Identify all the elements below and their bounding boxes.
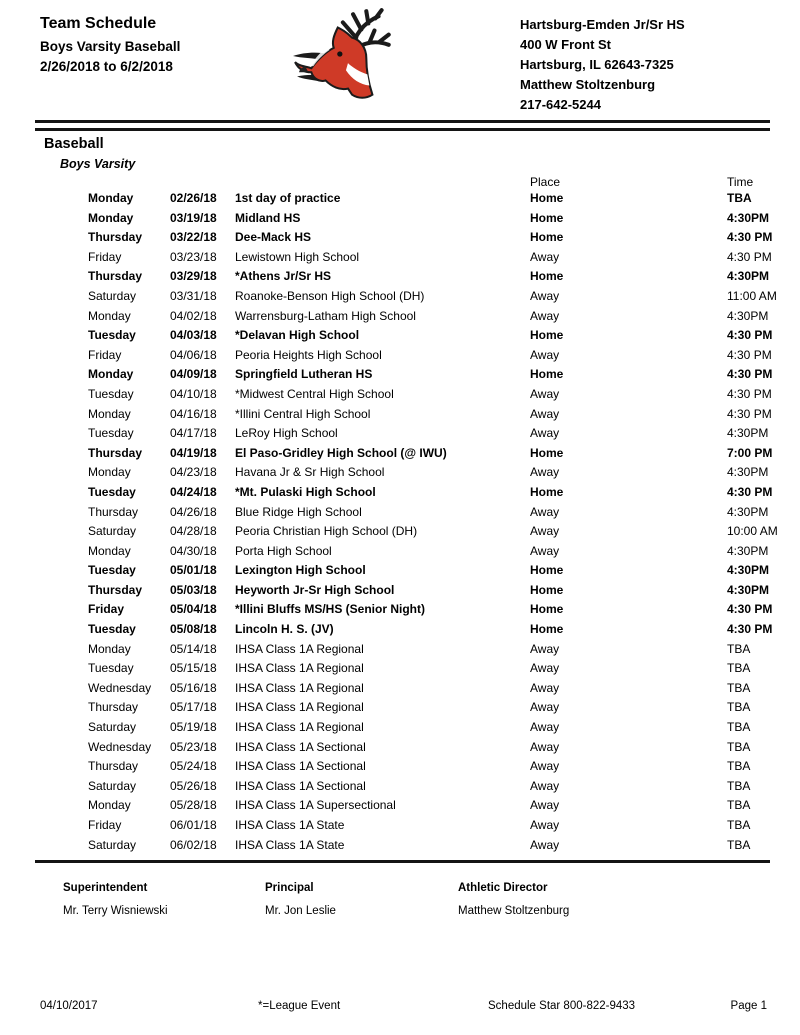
date-cell: 05/23/18 bbox=[170, 739, 217, 754]
date-cell: 05/28/18 bbox=[170, 798, 217, 813]
day-cell: Thursday bbox=[88, 504, 139, 519]
place-cell: Away bbox=[530, 406, 560, 421]
table-row bbox=[88, 228, 793, 248]
date-cell: 04/16/18 bbox=[170, 406, 217, 421]
table-row bbox=[88, 424, 793, 444]
date-cell: 04/06/18 bbox=[170, 347, 217, 362]
time-header: Time bbox=[727, 175, 754, 189]
place-cell: Away bbox=[530, 426, 560, 441]
date-cell: 06/02/18 bbox=[170, 837, 217, 852]
event-cell: Dee-Mack HS bbox=[235, 230, 312, 245]
table-row bbox=[88, 287, 793, 307]
event-cell: *Illini Central High School bbox=[235, 406, 371, 421]
date-cell: 03/23/18 bbox=[170, 249, 217, 264]
event-cell: Lexington High School bbox=[235, 563, 366, 578]
header-divider bbox=[35, 120, 770, 131]
official-athletic-director bbox=[458, 882, 569, 917]
place-cell: Away bbox=[530, 347, 560, 362]
table-row bbox=[88, 542, 793, 562]
time-cell: 4:30PM bbox=[727, 543, 769, 558]
table-row bbox=[88, 561, 793, 581]
school-contact-name: Matthew Stoltzenburg bbox=[520, 77, 656, 92]
time-cell: 4:30 PM bbox=[727, 230, 773, 245]
date-cell: 03/29/18 bbox=[170, 269, 217, 284]
event-cell: Peoria Heights High School bbox=[235, 347, 382, 362]
stag-mascot-icon bbox=[293, 8, 405, 104]
day-header bbox=[88, 175, 170, 189]
header-left bbox=[40, 14, 180, 76]
place-cell: Home bbox=[530, 445, 564, 460]
place-cell: Away bbox=[530, 308, 560, 323]
place-cell: Away bbox=[530, 837, 560, 852]
date-cell: 04/17/18 bbox=[170, 426, 217, 441]
table-row bbox=[88, 698, 793, 718]
event-cell: Springfield Lutheran HS bbox=[235, 367, 373, 382]
table-row bbox=[88, 640, 793, 660]
sport-heading: Baseball bbox=[44, 136, 104, 152]
event-cell: IHSA Class 1A Regional bbox=[235, 720, 364, 735]
official-title: Athletic Director bbox=[458, 882, 548, 894]
place-cell: Home bbox=[530, 367, 564, 382]
table-bottom-divider bbox=[35, 860, 770, 863]
table-row bbox=[88, 463, 793, 483]
table-row bbox=[88, 600, 793, 620]
event-cell: Porta High School bbox=[235, 543, 332, 558]
day-cell: Tuesday bbox=[88, 563, 136, 578]
school-name: Hartsburg-Emden Jr/Sr HS bbox=[520, 17, 685, 32]
table-row bbox=[88, 503, 793, 523]
day-cell: Saturday bbox=[88, 837, 137, 852]
date-cell: 05/19/18 bbox=[170, 720, 217, 735]
place-cell: Home bbox=[530, 582, 564, 597]
date-cell: 04/10/18 bbox=[170, 386, 217, 401]
event-cell: *Athens Jr/Sr HS bbox=[235, 269, 332, 284]
official-name: Mr. Terry Wisniewski bbox=[63, 905, 168, 917]
date-cell: 05/03/18 bbox=[170, 582, 217, 597]
place-cell: Home bbox=[530, 210, 564, 225]
time-cell: 11:00 AM bbox=[727, 288, 777, 303]
table-row bbox=[88, 385, 793, 405]
place-cell: Home bbox=[530, 602, 564, 617]
event-cell: 1st day of practice bbox=[235, 191, 341, 205]
event-cell: IHSA Class 1A Sectional bbox=[235, 778, 366, 793]
day-cell: Monday bbox=[88, 308, 131, 323]
time-cell: 4:30PM bbox=[727, 563, 770, 578]
date-cell: 04/09/18 bbox=[170, 367, 217, 382]
event-cell: Roanoke-Benson High School (DH) bbox=[235, 288, 425, 303]
place-cell: Home bbox=[530, 563, 564, 578]
time-cell: 4:30PM bbox=[727, 269, 770, 284]
place-header: Place bbox=[530, 175, 561, 189]
time-cell: 4:30 PM bbox=[727, 347, 772, 362]
time-cell: TBA bbox=[727, 641, 751, 656]
date-cell: 05/08/18 bbox=[170, 622, 217, 637]
official-title: Superintendent bbox=[63, 882, 148, 894]
event-cell: Blue Ridge High School bbox=[235, 504, 362, 519]
place-cell: Home bbox=[530, 328, 564, 343]
place-cell: Away bbox=[530, 818, 560, 832]
date-cell: 05/01/18 bbox=[170, 563, 217, 578]
day-cell: Thursday bbox=[88, 230, 143, 245]
date-cell: 02/26/18 bbox=[170, 191, 217, 205]
day-cell: Wednesday bbox=[88, 680, 152, 695]
date-cell: 04/03/18 bbox=[170, 328, 217, 343]
event-cell: El Paso-Gridley High School (@ IWU) bbox=[235, 445, 447, 460]
time-cell: TBA bbox=[727, 818, 751, 832]
day-cell: Tuesday bbox=[88, 328, 136, 343]
school-phone: 217-642-5244 bbox=[520, 97, 601, 112]
day-cell: Monday bbox=[88, 406, 131, 421]
event-cell: Heyworth Jr-Sr High School bbox=[235, 582, 395, 597]
table-row bbox=[88, 248, 793, 268]
date-range: 2/26/2018 to 6/2/2018 bbox=[40, 59, 173, 74]
time-cell: TBA bbox=[727, 680, 751, 695]
day-cell: Thursday bbox=[88, 269, 143, 284]
place-cell: Away bbox=[530, 778, 560, 793]
day-cell: Friday bbox=[88, 249, 122, 264]
day-cell: Monday bbox=[88, 367, 134, 382]
place-cell: Home bbox=[530, 191, 564, 205]
table-row bbox=[88, 620, 793, 640]
event-cell: *Delavan High School bbox=[235, 328, 360, 343]
place-cell: Away bbox=[530, 386, 560, 401]
event-cell: *Mt. Pulaski High School bbox=[235, 484, 376, 499]
table-row bbox=[88, 738, 793, 758]
time-cell: 4:30 PM bbox=[727, 622, 773, 637]
date-cell: 04/02/18 bbox=[170, 308, 217, 323]
day-cell: Monday bbox=[88, 191, 134, 205]
date-cell: 04/23/18 bbox=[170, 465, 217, 480]
table-row bbox=[88, 777, 793, 797]
table-row bbox=[88, 659, 793, 679]
time-cell: 4:30 PM bbox=[727, 249, 772, 264]
day-cell: Monday bbox=[88, 543, 131, 558]
time-cell: TBA bbox=[727, 837, 751, 852]
place-cell: Away bbox=[530, 759, 560, 774]
day-cell: Monday bbox=[88, 641, 131, 656]
page-number: Page 1 bbox=[730, 1000, 767, 1012]
day-cell: Monday bbox=[88, 210, 134, 225]
date-cell: 03/19/18 bbox=[170, 210, 217, 225]
place-cell: Away bbox=[530, 524, 560, 539]
table-row bbox=[88, 836, 793, 856]
event-cell: Warrensburg-Latham High School bbox=[235, 308, 416, 323]
time-cell: 4:30 PM bbox=[727, 484, 773, 499]
vendor-info: Schedule Star 800-822-9433 bbox=[488, 1000, 636, 1012]
place-cell: Away bbox=[530, 739, 560, 754]
time-cell: 4:30PM bbox=[727, 426, 769, 441]
official-name: Mr. Jon Leslie bbox=[265, 905, 336, 917]
time-cell: TBA bbox=[727, 700, 751, 715]
table-row bbox=[88, 346, 793, 366]
time-cell: 4:30PM bbox=[727, 465, 769, 480]
table-row bbox=[88, 757, 793, 777]
table-row bbox=[88, 307, 793, 327]
day-cell: Saturday bbox=[88, 524, 137, 539]
time-cell: 4:30PM bbox=[727, 308, 769, 323]
day-cell: Monday bbox=[88, 465, 131, 480]
day-cell: Thursday bbox=[88, 759, 139, 774]
table-row bbox=[88, 209, 793, 229]
official-name: Matthew Stoltzenburg bbox=[458, 905, 570, 917]
date-cell: 05/16/18 bbox=[170, 680, 217, 695]
table-row bbox=[88, 326, 793, 346]
print-date: 04/10/2017 bbox=[40, 1000, 98, 1012]
place-cell: Away bbox=[530, 465, 560, 480]
time-cell: TBA bbox=[727, 661, 751, 676]
place-cell: Away bbox=[530, 288, 560, 303]
time-cell: 4:30 PM bbox=[727, 386, 772, 401]
date-cell: 04/28/18 bbox=[170, 524, 217, 539]
day-cell: Thursday bbox=[88, 582, 143, 597]
official-principal bbox=[265, 882, 458, 917]
day-cell: Friday bbox=[88, 602, 125, 617]
day-cell: Tuesday bbox=[88, 661, 134, 676]
event-cell: Havana Jr & Sr High School bbox=[235, 465, 385, 480]
time-cell: TBA bbox=[727, 739, 751, 754]
date-cell: 04/24/18 bbox=[170, 484, 217, 499]
event-cell: IHSA Class 1A Sectional bbox=[235, 759, 366, 774]
date-cell: 03/22/18 bbox=[170, 230, 217, 245]
place-cell: Away bbox=[530, 543, 560, 558]
time-cell: 4:30 PM bbox=[727, 367, 773, 382]
table-row bbox=[88, 444, 793, 464]
day-cell: Friday bbox=[88, 347, 122, 362]
time-cell: 4:30 PM bbox=[727, 602, 773, 617]
place-cell: Home bbox=[530, 484, 564, 499]
place-cell: Away bbox=[530, 661, 560, 676]
date-cell: 05/26/18 bbox=[170, 778, 217, 793]
time-cell: TBA bbox=[727, 720, 751, 735]
time-cell: 4:30 PM bbox=[727, 328, 773, 343]
event-cell: IHSA Class 1A Supersectional bbox=[235, 798, 396, 813]
day-cell: Friday bbox=[88, 818, 122, 832]
event-cell: LeRoy High School bbox=[235, 426, 338, 441]
league-event-legend: *=League Event bbox=[258, 1000, 341, 1012]
day-cell: Saturday bbox=[88, 288, 137, 303]
date-cell: 05/14/18 bbox=[170, 641, 217, 656]
day-cell: Thursday bbox=[88, 445, 143, 460]
day-cell: Saturday bbox=[88, 778, 137, 793]
official-superintendent bbox=[63, 882, 265, 917]
event-cell: Peoria Christian High School (DH) bbox=[235, 524, 418, 539]
level-heading: Boys Varsity bbox=[60, 157, 136, 171]
page-title: Team Schedule bbox=[40, 15, 157, 32]
schedule-table bbox=[88, 175, 793, 855]
day-cell: Tuesday bbox=[88, 484, 136, 499]
event-cell: *Midwest Central High School bbox=[235, 386, 394, 401]
team-subtitle: Boys Varsity Baseball bbox=[40, 39, 181, 54]
place-cell: Away bbox=[530, 641, 560, 656]
table-row bbox=[88, 816, 793, 836]
event-header bbox=[235, 175, 530, 189]
event-cell: IHSA Class 1A State bbox=[235, 818, 345, 832]
time-cell: TBA bbox=[727, 778, 751, 793]
place-cell: Away bbox=[530, 720, 560, 735]
school-address-line1: 400 W Front St bbox=[520, 37, 612, 52]
date-cell: 05/24/18 bbox=[170, 759, 217, 774]
time-cell: 10:00 AM bbox=[727, 524, 778, 539]
date-cell: 04/26/18 bbox=[170, 504, 217, 519]
table-row bbox=[88, 267, 793, 287]
event-cell: IHSA Class 1A Regional bbox=[235, 661, 364, 676]
officials-block bbox=[63, 882, 569, 917]
table-row bbox=[88, 718, 793, 738]
time-cell: 4:30PM bbox=[727, 210, 770, 225]
date-cell: 05/04/18 bbox=[170, 602, 217, 617]
schedule-header-row bbox=[88, 175, 793, 189]
table-row bbox=[88, 581, 793, 601]
day-cell: Thursday bbox=[88, 700, 139, 715]
time-cell: 4:30 PM bbox=[727, 406, 772, 421]
date-header bbox=[170, 175, 235, 189]
table-row bbox=[88, 365, 793, 385]
table-row bbox=[88, 679, 793, 699]
place-cell: Away bbox=[530, 798, 560, 813]
table-row bbox=[88, 189, 793, 209]
day-cell: Tuesday bbox=[88, 622, 136, 637]
event-cell: IHSA Class 1A Regional bbox=[235, 641, 364, 656]
place-cell: Away bbox=[530, 249, 560, 264]
table-row bbox=[88, 483, 793, 503]
event-cell: Midland HS bbox=[235, 210, 301, 225]
day-cell: Monday bbox=[88, 798, 131, 813]
day-cell: Wednesday bbox=[88, 739, 152, 754]
time-cell: 4:30PM bbox=[727, 582, 770, 597]
time-cell: 7:00 PM bbox=[727, 445, 773, 460]
school-address-line2: Hartsburg, IL 62643-7325 bbox=[520, 57, 674, 72]
place-cell: Away bbox=[530, 504, 560, 519]
time-cell: TBA bbox=[727, 798, 751, 813]
date-cell: 04/19/18 bbox=[170, 445, 217, 460]
official-title: Principal bbox=[265, 882, 314, 894]
time-cell: TBA bbox=[727, 759, 751, 774]
school-info bbox=[520, 15, 685, 115]
date-cell: 05/17/18 bbox=[170, 700, 217, 715]
place-cell: Away bbox=[530, 680, 560, 695]
place-cell: Away bbox=[530, 700, 560, 715]
time-cell: TBA bbox=[727, 191, 752, 205]
event-cell: IHSA Class 1A Regional bbox=[235, 680, 364, 695]
day-cell: Tuesday bbox=[88, 426, 134, 441]
date-cell: 04/30/18 bbox=[170, 543, 217, 558]
event-cell: IHSA Class 1A State bbox=[235, 837, 345, 852]
table-row bbox=[88, 405, 793, 425]
day-cell: Tuesday bbox=[88, 386, 134, 401]
schedule-rows bbox=[88, 189, 793, 855]
place-cell: Home bbox=[530, 269, 564, 284]
table-row bbox=[88, 522, 793, 542]
page-footer bbox=[0, 1000, 800, 1016]
day-cell: Saturday bbox=[88, 720, 137, 735]
time-cell: 4:30PM bbox=[727, 504, 769, 519]
event-cell: Lincoln H. S. (JV) bbox=[235, 622, 334, 637]
place-cell: Home bbox=[530, 622, 564, 637]
date-cell: 03/31/18 bbox=[170, 288, 217, 303]
event-cell: Lewistown High School bbox=[235, 249, 360, 264]
event-cell: IHSA Class 1A Regional bbox=[235, 700, 364, 715]
event-cell: *Illini Bluffs MS/HS (Senior Night) bbox=[235, 602, 425, 617]
table-row bbox=[88, 796, 793, 816]
place-cell: Home bbox=[530, 230, 564, 245]
event-cell: IHSA Class 1A Sectional bbox=[235, 739, 366, 754]
date-cell: 06/01/18 bbox=[170, 818, 217, 832]
date-cell: 05/15/18 bbox=[170, 661, 217, 676]
